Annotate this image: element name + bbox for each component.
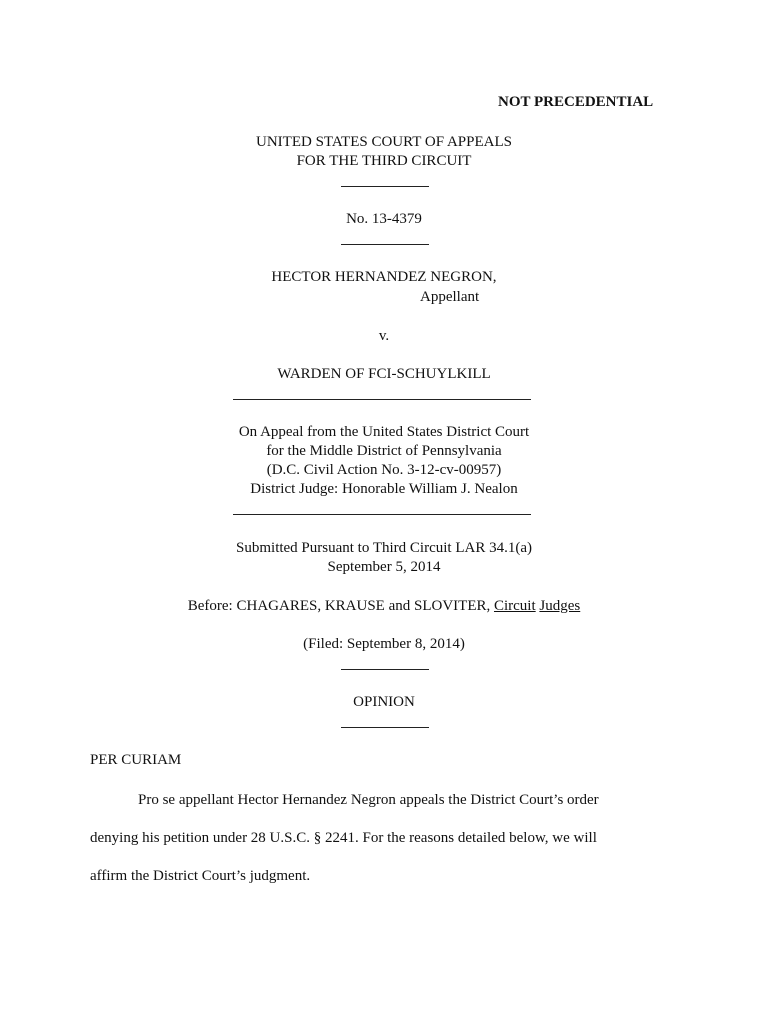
submission-line: Submitted Pursuant to Third Circuit LAR 34.1(a) [236, 540, 532, 556]
panel-judges-word: Judges [539, 598, 581, 614]
appeal-info-line1: On Appeal from the United States District Court [238, 424, 530, 440]
panel-circuit-word: Circuit [493, 598, 536, 614]
court-name-line2: FOR THE THIRD CIRCUIT [296, 153, 472, 169]
versus-label: v. [378, 328, 390, 344]
opinion-heading: OPINION [353, 694, 415, 710]
appeal-info-line3: (D.C. Civil Action No. 3-12-cv-00957) [266, 462, 502, 478]
appellee-name: WARDEN OF FCI-SCHUYLKILL [277, 366, 491, 382]
body-paragraph-line2: denying his petition under 28 U.S.C. § 2241. For the reasons detailed below, we will [90, 830, 597, 846]
appellant-name: HECTOR HERNANDEZ NEGRON, [271, 269, 497, 285]
panel-judges-names: Before: CHAGARES, KRAUSE and SLOVITER, [187, 598, 491, 614]
divider-rule [341, 186, 429, 187]
docket-number: No. 13-4379 [346, 211, 422, 227]
court-name-line1: UNITED STATES COURT OF APPEALS [256, 134, 512, 150]
not-precedential-label: NOT PRECEDENTIAL [498, 94, 654, 110]
divider-rule [233, 514, 531, 515]
panel-line [0, 597, 768, 616]
appeal-info-line4: District Judge: Honorable William J. Nealon [250, 481, 518, 497]
per-curiam-label: PER CURIAM [90, 752, 182, 768]
body-paragraph-line3: affirm the District Court’s judgment. [90, 868, 311, 884]
divider-rule [233, 399, 531, 400]
divider-rule [341, 669, 429, 670]
divider-rule [341, 244, 429, 245]
appeal-info-line2: for the Middle District of Pennsylvania [266, 443, 502, 459]
submission-date: September 5, 2014 [327, 559, 441, 575]
filed-date: (Filed: September 8, 2014) [303, 636, 465, 652]
divider-rule [341, 727, 429, 728]
appellant-role: Appellant [420, 289, 480, 305]
body-paragraph-line1: Pro se appellant Hector Hernandez Negron appeals the District Court’s order [138, 792, 599, 808]
